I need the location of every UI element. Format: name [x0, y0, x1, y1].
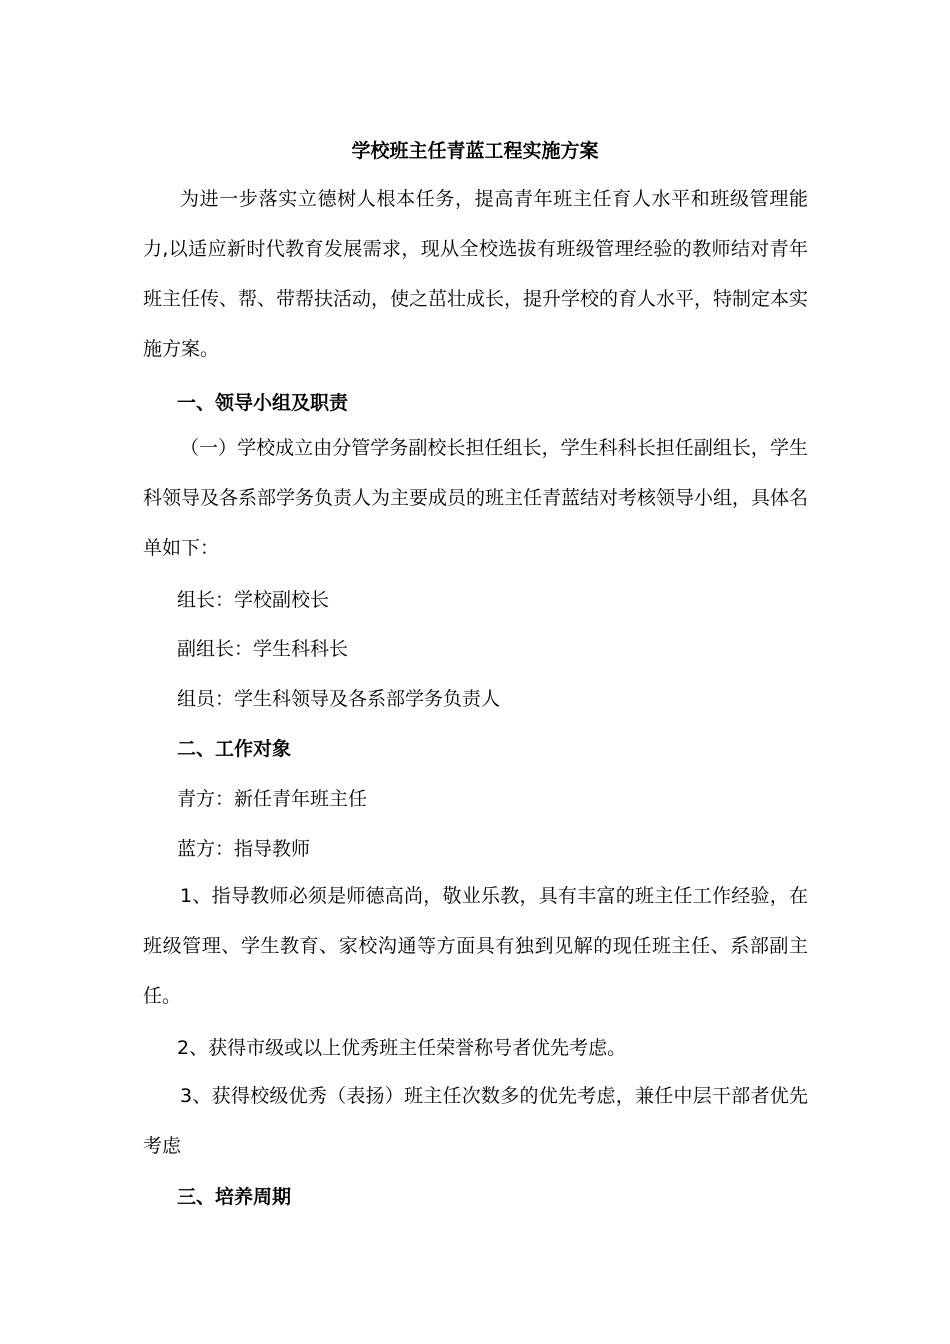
lan-side-line: 蓝方：指导教师 [177, 838, 311, 860]
qing-side-line: 青方：新任青年班主任 [177, 788, 368, 810]
criteria-item-2: 2、获得市级或以上优秀班主任荣誉称号者优先考虑。 [177, 1037, 627, 1059]
leadership-paragraph: （一）学校成立由分管学务副校长担任组长，学生科科长担任副组长，学生科领导及各系部学务负责人为主要成员的班主任青蓝结对考核领导小组，具体名单如下： [143, 437, 809, 559]
deputy-leader-line: 副组长：学生科科长 [177, 638, 349, 660]
document-title: 学校班主任青蓝工程实施方案 [351, 140, 599, 162]
section-heading-targets: 二、工作对象 [177, 738, 292, 760]
criteria-item-3: 3、获得校级优秀（表扬）班主任次数多的优先考虑，兼任中层干部者优先考虑 [143, 1085, 808, 1157]
section-heading-cycle: 三、培养周期 [177, 1186, 292, 1208]
criteria-item-1: 1、指导教师必须是师德高尚，敬业乐教，具有丰富的班主任工作经验，在班级管理、学生教育、家校沟通等方面具有独到见解的现任班主任、系部副主任。 [143, 885, 808, 1007]
members-line: 组员：学生科领导及各系部学务负责人 [177, 688, 501, 710]
section-heading-leadership: 一、领导小组及职责 [177, 392, 349, 414]
intro-paragraph: 为进一步落实立德树人根本任务，提高青年班主任育人水平和班级管理能力,以适应新时代教育发展需求，现从全校选拔有班级管理经验的教师结对青年班主任传、帮、带帮扶活动，使之茁壮成长，提升学校的育人水平，特制定本实施方案。 [143, 188, 809, 360]
leader-line: 组长：学校副校长 [177, 589, 330, 611]
